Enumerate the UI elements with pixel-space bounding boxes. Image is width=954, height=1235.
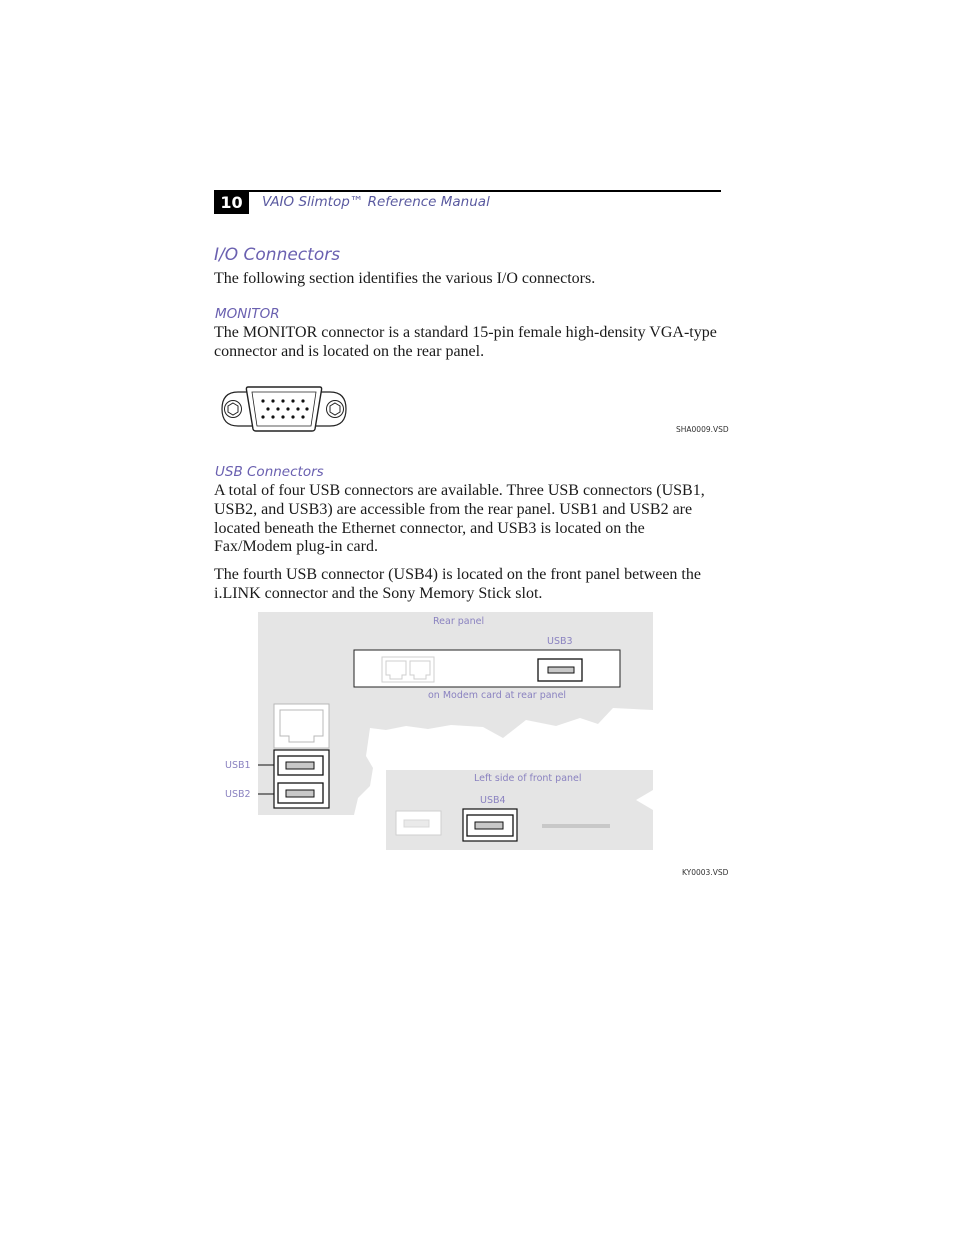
- usb-body-1: A total of four USB connectors are available. Three USB connectors (USB1, USB2, and USB3) are accessible from the rear panel. USB1 and USB2 are located beneath the Ethernet connector, and USB3 is located on the Fax/Modem plug-in card.: [214, 482, 705, 556]
- vga-connector-illustration: [218, 383, 350, 435]
- usb1-label: USB1: [225, 760, 251, 771]
- usb2-port-icon: [278, 783, 323, 803]
- modem-card-caption: on Modem card at rear panel: [428, 690, 567, 701]
- usb2-label: USB2: [225, 789, 251, 800]
- screw-left-icon: [225, 401, 242, 418]
- section-title: I/O Connectors: [214, 245, 341, 265]
- ethernet-port-icon: [274, 704, 329, 748]
- running-title: VAIO Slimtop™ Reference Manual: [262, 194, 490, 210]
- monitor-body: The MONITOR connector is a standard 15-pin female high-density VGA-type connector and is located on the rear panel.: [214, 324, 717, 360]
- monitor-figure-id: SHA0009.VSD: [676, 425, 729, 434]
- page-number: 10: [214, 190, 249, 214]
- usb-heading: USB Connectors: [215, 464, 324, 480]
- usb4-port-icon: [463, 809, 517, 841]
- rear-panel-label: Rear panel: [433, 616, 485, 627]
- usb-figure-id: KY0003.VSD: [682, 868, 729, 877]
- memory-stick-slot: [542, 824, 610, 828]
- monitor-heading: MONITOR: [215, 306, 280, 322]
- section-intro: The following section identifies the various I/O connectors.: [214, 270, 596, 287]
- usb4-label: USB4: [480, 795, 506, 806]
- screw-right-icon: [327, 401, 344, 418]
- usb3-label: USB3: [547, 636, 573, 647]
- usb1-port-icon: [278, 756, 323, 775]
- front-panel-label: Left side of front panel: [474, 773, 582, 784]
- usb-connectors-illustration: [258, 612, 654, 850]
- usb-body-2: The fourth USB connector (USB4) is located on the front panel between the i.LINK connector and the Sony Memory Stick slot.: [214, 566, 701, 602]
- ilink-port-icon: [396, 811, 441, 835]
- header-rule: [214, 190, 721, 192]
- usb3-port-icon: [538, 659, 582, 681]
